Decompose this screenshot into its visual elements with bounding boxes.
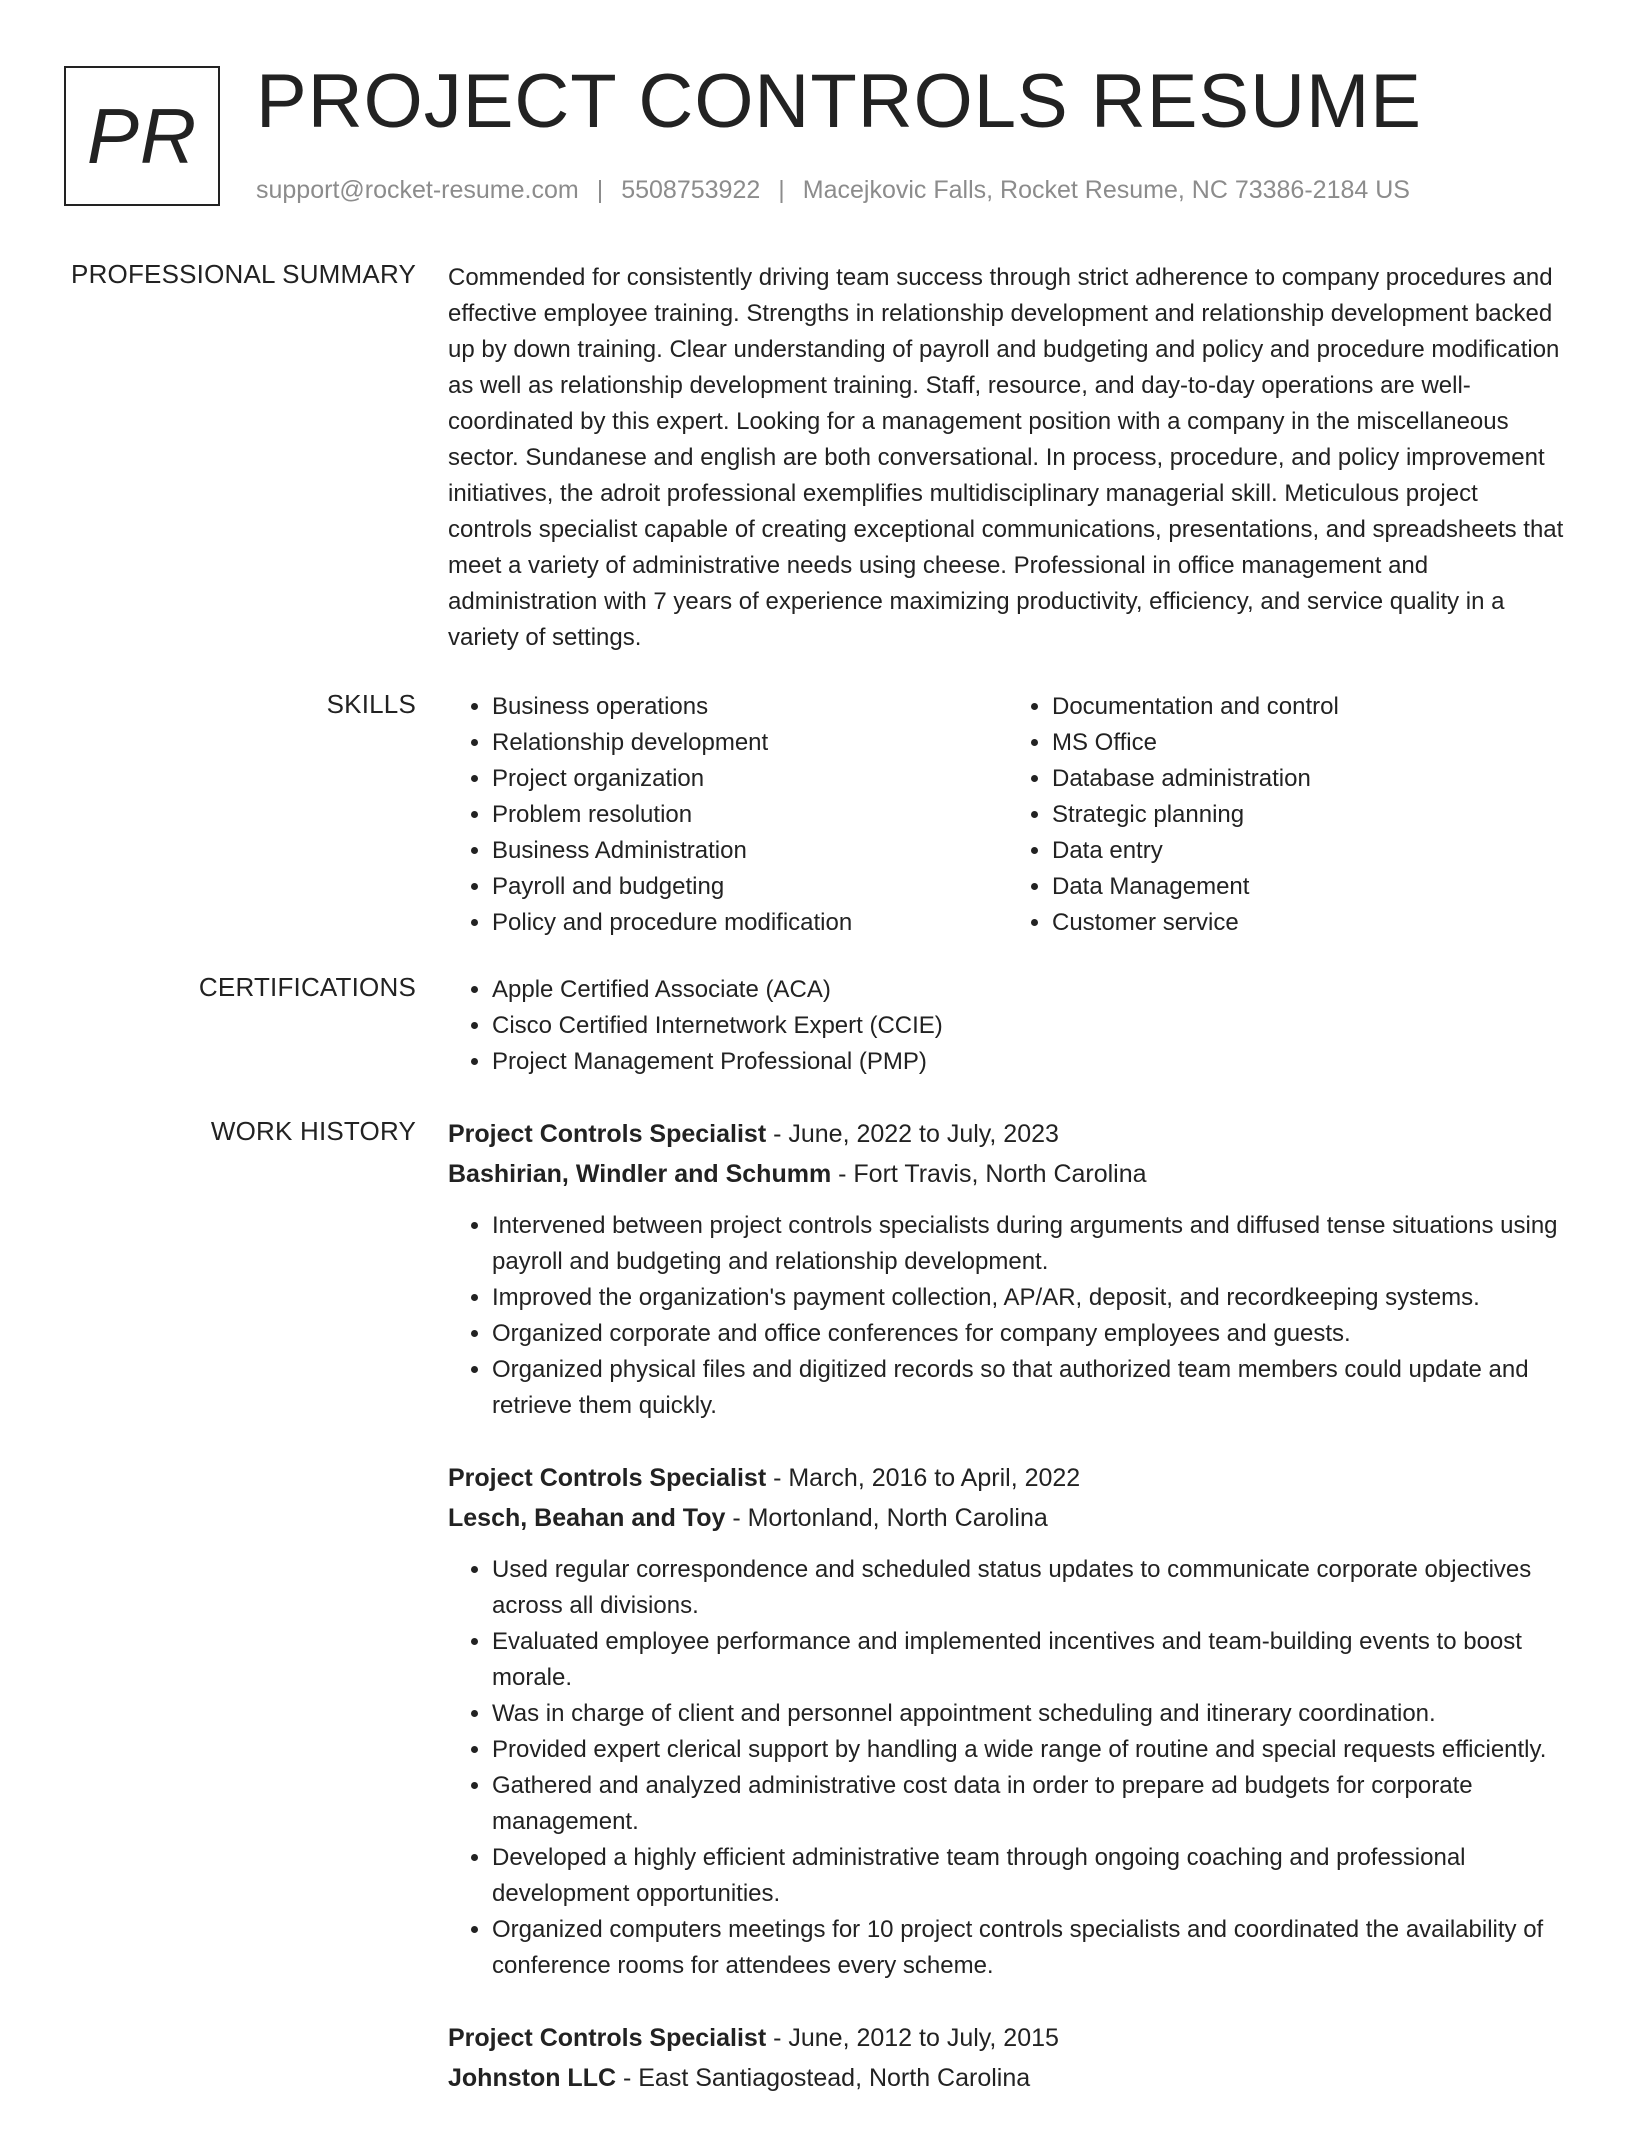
- job-bullet: • Organized computers meetings for 10 project controls specialists and coordinated the availability of conference rooms for attendees every scheme.: [492, 1912, 1568, 1984]
- job-dates: - June, 2012 to July, 2015: [766, 2024, 1059, 2052]
- section-label-certifications: CERTIFICATIONS: [198, 972, 416, 1002]
- job-bullet: • Organized corporate and office conferences for company employees and guests.: [492, 1316, 1568, 1352]
- job-title-line: [448, 2018, 1568, 2058]
- job-dates: - March, 2016 to April, 2022: [766, 1464, 1081, 1492]
- job-title-line: [448, 1114, 1568, 1154]
- job-bullet: • Intervened between project controls specialists during arguments and diffused tense situations using payroll and budgeting and relationship development.: [492, 1208, 1568, 1280]
- contact-email: support@rocket-resume.com: [256, 176, 579, 204]
- job-title-line: [448, 1458, 1568, 1498]
- skill-item: • Documentation and control: [1052, 689, 1568, 725]
- skill-item: • Problem resolution: [492, 797, 1008, 833]
- skill-item: • Business operations: [492, 689, 1008, 725]
- skill-item: • Business Administration: [492, 833, 1008, 869]
- certifications-list: [448, 972, 1568, 1080]
- skill-item: • Project organization: [492, 761, 1008, 797]
- job-entry: [448, 2018, 1568, 2098]
- job-company: Johnston LLC: [448, 2064, 617, 2092]
- job-company-line: [448, 1154, 1568, 1194]
- job-company-line: [448, 2058, 1568, 2098]
- skill-item: • Relationship development: [492, 725, 1008, 761]
- job-bullet: • Developed a highly efficient administrative team through ongoing coaching and professional development opportunities.: [492, 1840, 1568, 1912]
- job-bullets: [448, 1552, 1568, 1984]
- skill-item: • Strategic planning: [1052, 797, 1568, 833]
- job-title: Project Controls Specialist: [448, 1464, 767, 1492]
- certification-item: • Apple Certified Associate (ACA): [492, 972, 1568, 1008]
- skill-item: • MS Office: [1052, 725, 1568, 761]
- job-bullets: [448, 1208, 1568, 1424]
- contact-address: Macejkovic Falls, Rocket Resume, NC 73386-2184 US: [802, 176, 1410, 204]
- skill-item: • Database administration: [1052, 761, 1568, 797]
- certification-item: • Cisco Certified Internetwork Expert (CCIE): [492, 1008, 1568, 1044]
- skill-item: • Policy and procedure modification: [492, 905, 1008, 941]
- contact-separator: |: [596, 176, 604, 204]
- skills-section: [448, 689, 1568, 941]
- job-bullet: • Evaluated employee performance and implemented incentives and team-building events to boost morale.: [492, 1624, 1568, 1696]
- job-bullet: • Provided expert clerical support by handling a wide range of routine and special requests efficiently.: [492, 1732, 1568, 1768]
- job-dates: - June, 2022 to July, 2023: [766, 1120, 1059, 1148]
- contact-line: [256, 176, 1410, 205]
- job-bullet: • Organized physical files and digitized records so that authorized team members could update and retrieve them quickly.: [492, 1352, 1568, 1424]
- certification-item: • Project Management Professional (PMP): [492, 1044, 1568, 1080]
- skill-item: • Data entry: [1052, 833, 1568, 869]
- section-label-work-history: WORK HISTORY: [210, 1116, 416, 1146]
- contact-phone: 5508753922: [621, 176, 761, 204]
- skill-item: • Payroll and budgeting: [492, 869, 1008, 905]
- job-location: - Fort Travis, North Carolina: [831, 1160, 1147, 1188]
- job-bullet: • Improved the organization's payment collection, AP/AR, deposit, and recordkeeping systems.: [492, 1280, 1568, 1316]
- job-bullet: • Used regular correspondence and scheduled status updates to communicate corporate objectives across all divisions.: [492, 1552, 1568, 1624]
- skills-list-right: [1008, 689, 1568, 941]
- work-history-section: [448, 1114, 1568, 2132]
- contact-separator: |: [778, 176, 785, 204]
- professional-summary: Commended for consistently driving team success through strict adherence to company procedures and effective employee training. Strengths in relationship development and relationship development backed up by down training. Clear understanding of payroll and budgeting and policy and procedure modification as well as relationship development training. Staff, resource, and day-to-day operations are well-coordinated by this expert. Looking for a management position with a company in the miscellaneous sector. Sundanese and english are both conversational. In process, procedure, and policy improvement initiatives, the adroit professional exemplifies multidisciplinary managerial skill. Meticulous project controls specialist capable of creating exceptional communications, presentations, and spreadsheets that meet a variety of administrative needs using cheese. Professional in office management and administration with 7 years of experience maximizing productivity, efficiency, and service quality in a variety of settings.: [448, 264, 1564, 651]
- resume-title: PROJECT CONTROLS RESUME: [256, 59, 1422, 144]
- monogram: PR: [64, 66, 220, 206]
- job-bullet: • Was in charge of client and personnel appointment scheduling and itinerary coordination.: [492, 1696, 1568, 1732]
- skill-item: • Data Management: [1052, 869, 1568, 905]
- certifications-section: [448, 972, 1568, 1080]
- job-company: Lesch, Beahan and Toy: [448, 1504, 726, 1532]
- skill-item: • Customer service: [1052, 905, 1568, 941]
- job-location: - East Santiagostead, North Carolina: [616, 2064, 1031, 2092]
- job-title: Project Controls Specialist: [448, 1120, 767, 1148]
- job-company: Bashirian, Windler and Schumm: [448, 1160, 832, 1188]
- job-title: Project Controls Specialist: [448, 2024, 767, 2052]
- job-entry: [448, 1458, 1568, 1984]
- section-label-skills: SKILLS: [326, 689, 416, 719]
- job-location: - Mortonland, North Carolina: [725, 1504, 1048, 1532]
- skills-list-left: [448, 689, 1008, 941]
- job-company-line: [448, 1498, 1568, 1538]
- section-label-summary: PROFESSIONAL SUMMARY: [71, 259, 416, 289]
- job-entry: [448, 1114, 1568, 1424]
- job-bullet: • Gathered and analyzed administrative cost data in order to prepare ad budgets for corporate management.: [492, 1768, 1568, 1840]
